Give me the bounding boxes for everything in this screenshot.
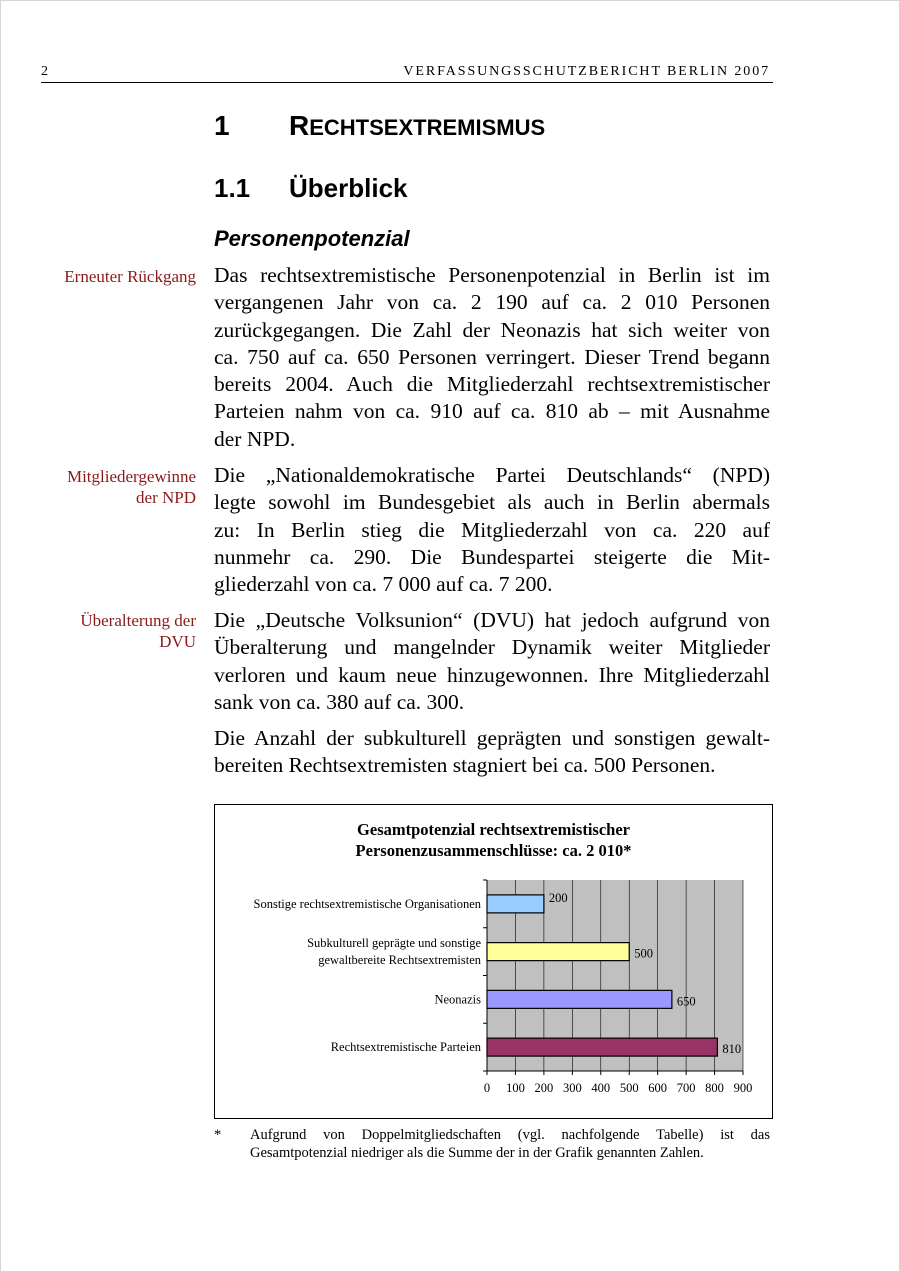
header-rule (41, 82, 773, 83)
bar-3 (487, 1038, 717, 1056)
x-tick-label-700: 700 (676, 1081, 696, 1095)
footnote-marker: * (214, 1127, 222, 1143)
bar-value-label-0: 200 (548, 890, 568, 905)
bar-value-label-3: 810 (722, 1042, 742, 1057)
category-label-0-0: Sonstige rechtsextremistische Organisationen (253, 896, 481, 911)
chapter-number: 1 (214, 110, 230, 141)
x-tick-label-300: 300 (562, 1081, 582, 1095)
paragraph-npd: Die „Nationaldemokratische Partei Deutschlands“ (NPD) legte sowohl im Bundesgebiet als auch in Berlin abermals zu: In Berlin stieg die Mitgliederzahl von ca. 220 auf nunmehr ca. 290. Die Bundespartei steigerte die Mit- gliederzahl von ca. 7 000 auf ca. 7 200. (214, 463, 770, 597)
section-title: Überblick (289, 173, 408, 203)
subsection-heading: Personenpotenzial (214, 226, 410, 251)
chart-title: Gesamtpotenzial rechtsextremistischer Personenzusammenschlüsse: ca. 2 010* (355, 820, 632, 860)
chart-box (214, 804, 773, 1119)
x-tick-label-900: 900 (733, 1081, 753, 1095)
section-number: 1.1 (214, 173, 251, 203)
x-tick-label-500: 500 (619, 1081, 639, 1095)
margin-note-ueberalterung: Überalterung der DVU (80, 611, 196, 651)
bar-2 (487, 990, 672, 1008)
margin-note-erneuter-rueckgang: Erneuter Rückgang (64, 267, 196, 286)
bar-1 (487, 943, 629, 961)
category-label-2-0: Neonazis (434, 992, 481, 1007)
category-label-1-0: Subkulturell geprägte und sonstige (307, 936, 481, 951)
x-tick-label-0: 0 (483, 1081, 491, 1095)
bar-chart (215, 805, 772, 1118)
running-title: VERFASSUNGSSCHUTZBERICHT BERLIN 2007 (403, 64, 770, 79)
x-tick-label-100: 100 (506, 1081, 525, 1095)
paragraph-dvu: Die „Deutsche Volksunion“ (DVU) hat jedoch aufgrund von Überalterung und mangelnder Dynamik weiter Mitglieder verloren und kaum neue hinzugewonnen. Ihre Mitgliederzahl sank von ca. 380 auf ca. 300. (214, 608, 770, 714)
chapter-title: RECHTSEXTREMISMUS (289, 110, 546, 141)
margin-note-mitgliedergewinne: Mitgliedergewinne der NPD (66, 467, 196, 507)
x-tick-label-200: 200 (534, 1081, 554, 1095)
x-tick-label-600: 600 (648, 1081, 668, 1095)
bar-0 (487, 895, 544, 913)
footnote-text: Aufgrund von Doppelmitgliedschaften (vgl. nachfolgende Tabelle) ist das Gesamtpotenzial niedriger als die Summe der in der Grafik genannten Zahlen. (250, 1127, 770, 1161)
x-tick-label-400: 400 (591, 1081, 611, 1095)
paragraph-subkulturell: Die Anzahl der subkulturell geprägten und sonstigen gewalt- bereiten Rechtsextremisten stagniert bei ca. 500 Personen. (214, 726, 770, 778)
paragraph-personenpotenzial: Das rechtsextremistische Personenpotenzial in Berlin ist im vergangenen Jahr von ca. 2 190 auf ca. 2 010 Personen zurückgegangen. Die Zahl der Neonazis hat sich weiter von ca. 750 auf ca. 650 Personen verringert. Dieser Trend begann bereits 2004. Auch die Mitgliederzahl rechtsextremistischer Parteien nahm von ca. 910 auf ca. 810 ab – mit Ausnahme der NPD. (214, 263, 770, 451)
bar-value-label-2: 650 (676, 994, 696, 1009)
page-number: 2 (41, 64, 48, 79)
x-tick-label-800: 800 (705, 1081, 724, 1095)
category-label-3-0: Rechtsextremistische Parteien (330, 1040, 481, 1055)
category-label-1-1: gewaltbereite Rechtsextremisten (318, 953, 481, 968)
bar-value-label-1: 500 (634, 946, 653, 961)
